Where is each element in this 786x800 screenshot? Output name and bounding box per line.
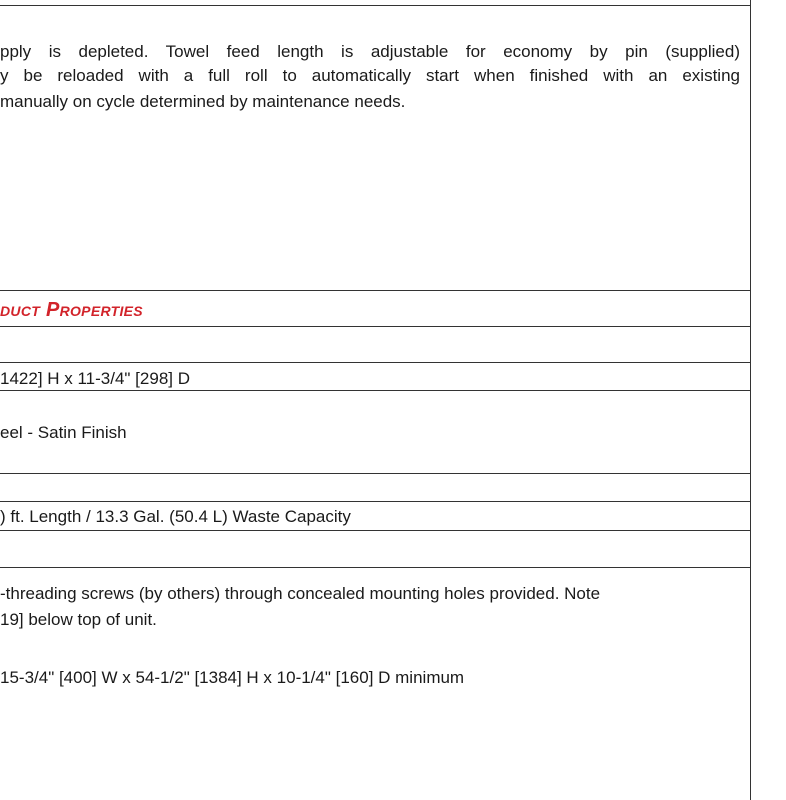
top-rule [0,5,750,6]
row-rule-6 [0,567,750,568]
intro-line-1: pply is depleted. Towel feed length is adjustable for economy by pin (supplied) [0,42,740,61]
row-rule-3 [0,473,750,474]
section-top-rule [0,290,750,291]
mounting-line-1: -threading screws (by others) through concealed mounting holes provided. Note [0,584,601,603]
row-rule-4 [0,501,750,502]
material-value: eel - Satin Finish [0,423,127,442]
mounting-line-2: 19] below top of unit. [0,610,157,629]
intro-line-2: y be reloaded with a full roll to automatically start when finished with an existing [0,66,740,85]
section-bottom-rule [0,326,750,327]
row-rule-5 [0,530,750,531]
section-heading: duct Properties [0,299,143,321]
recess-value: 15-3/4" [400] W x 54-1/2" [1384] H x 10-1/4" [160] D minimum [0,668,465,687]
intro-line-3: manually on cycle determined by maintenance needs. [0,92,406,111]
row-rule-1 [0,362,750,363]
capacity-value: ) ft. Length / 13.3 Gal. (50.4 L) Waste Capacity [0,507,351,526]
row-rule-2 [0,390,750,391]
dimensions-value: 1422] H x 11-3/4" [298] D [0,369,190,388]
